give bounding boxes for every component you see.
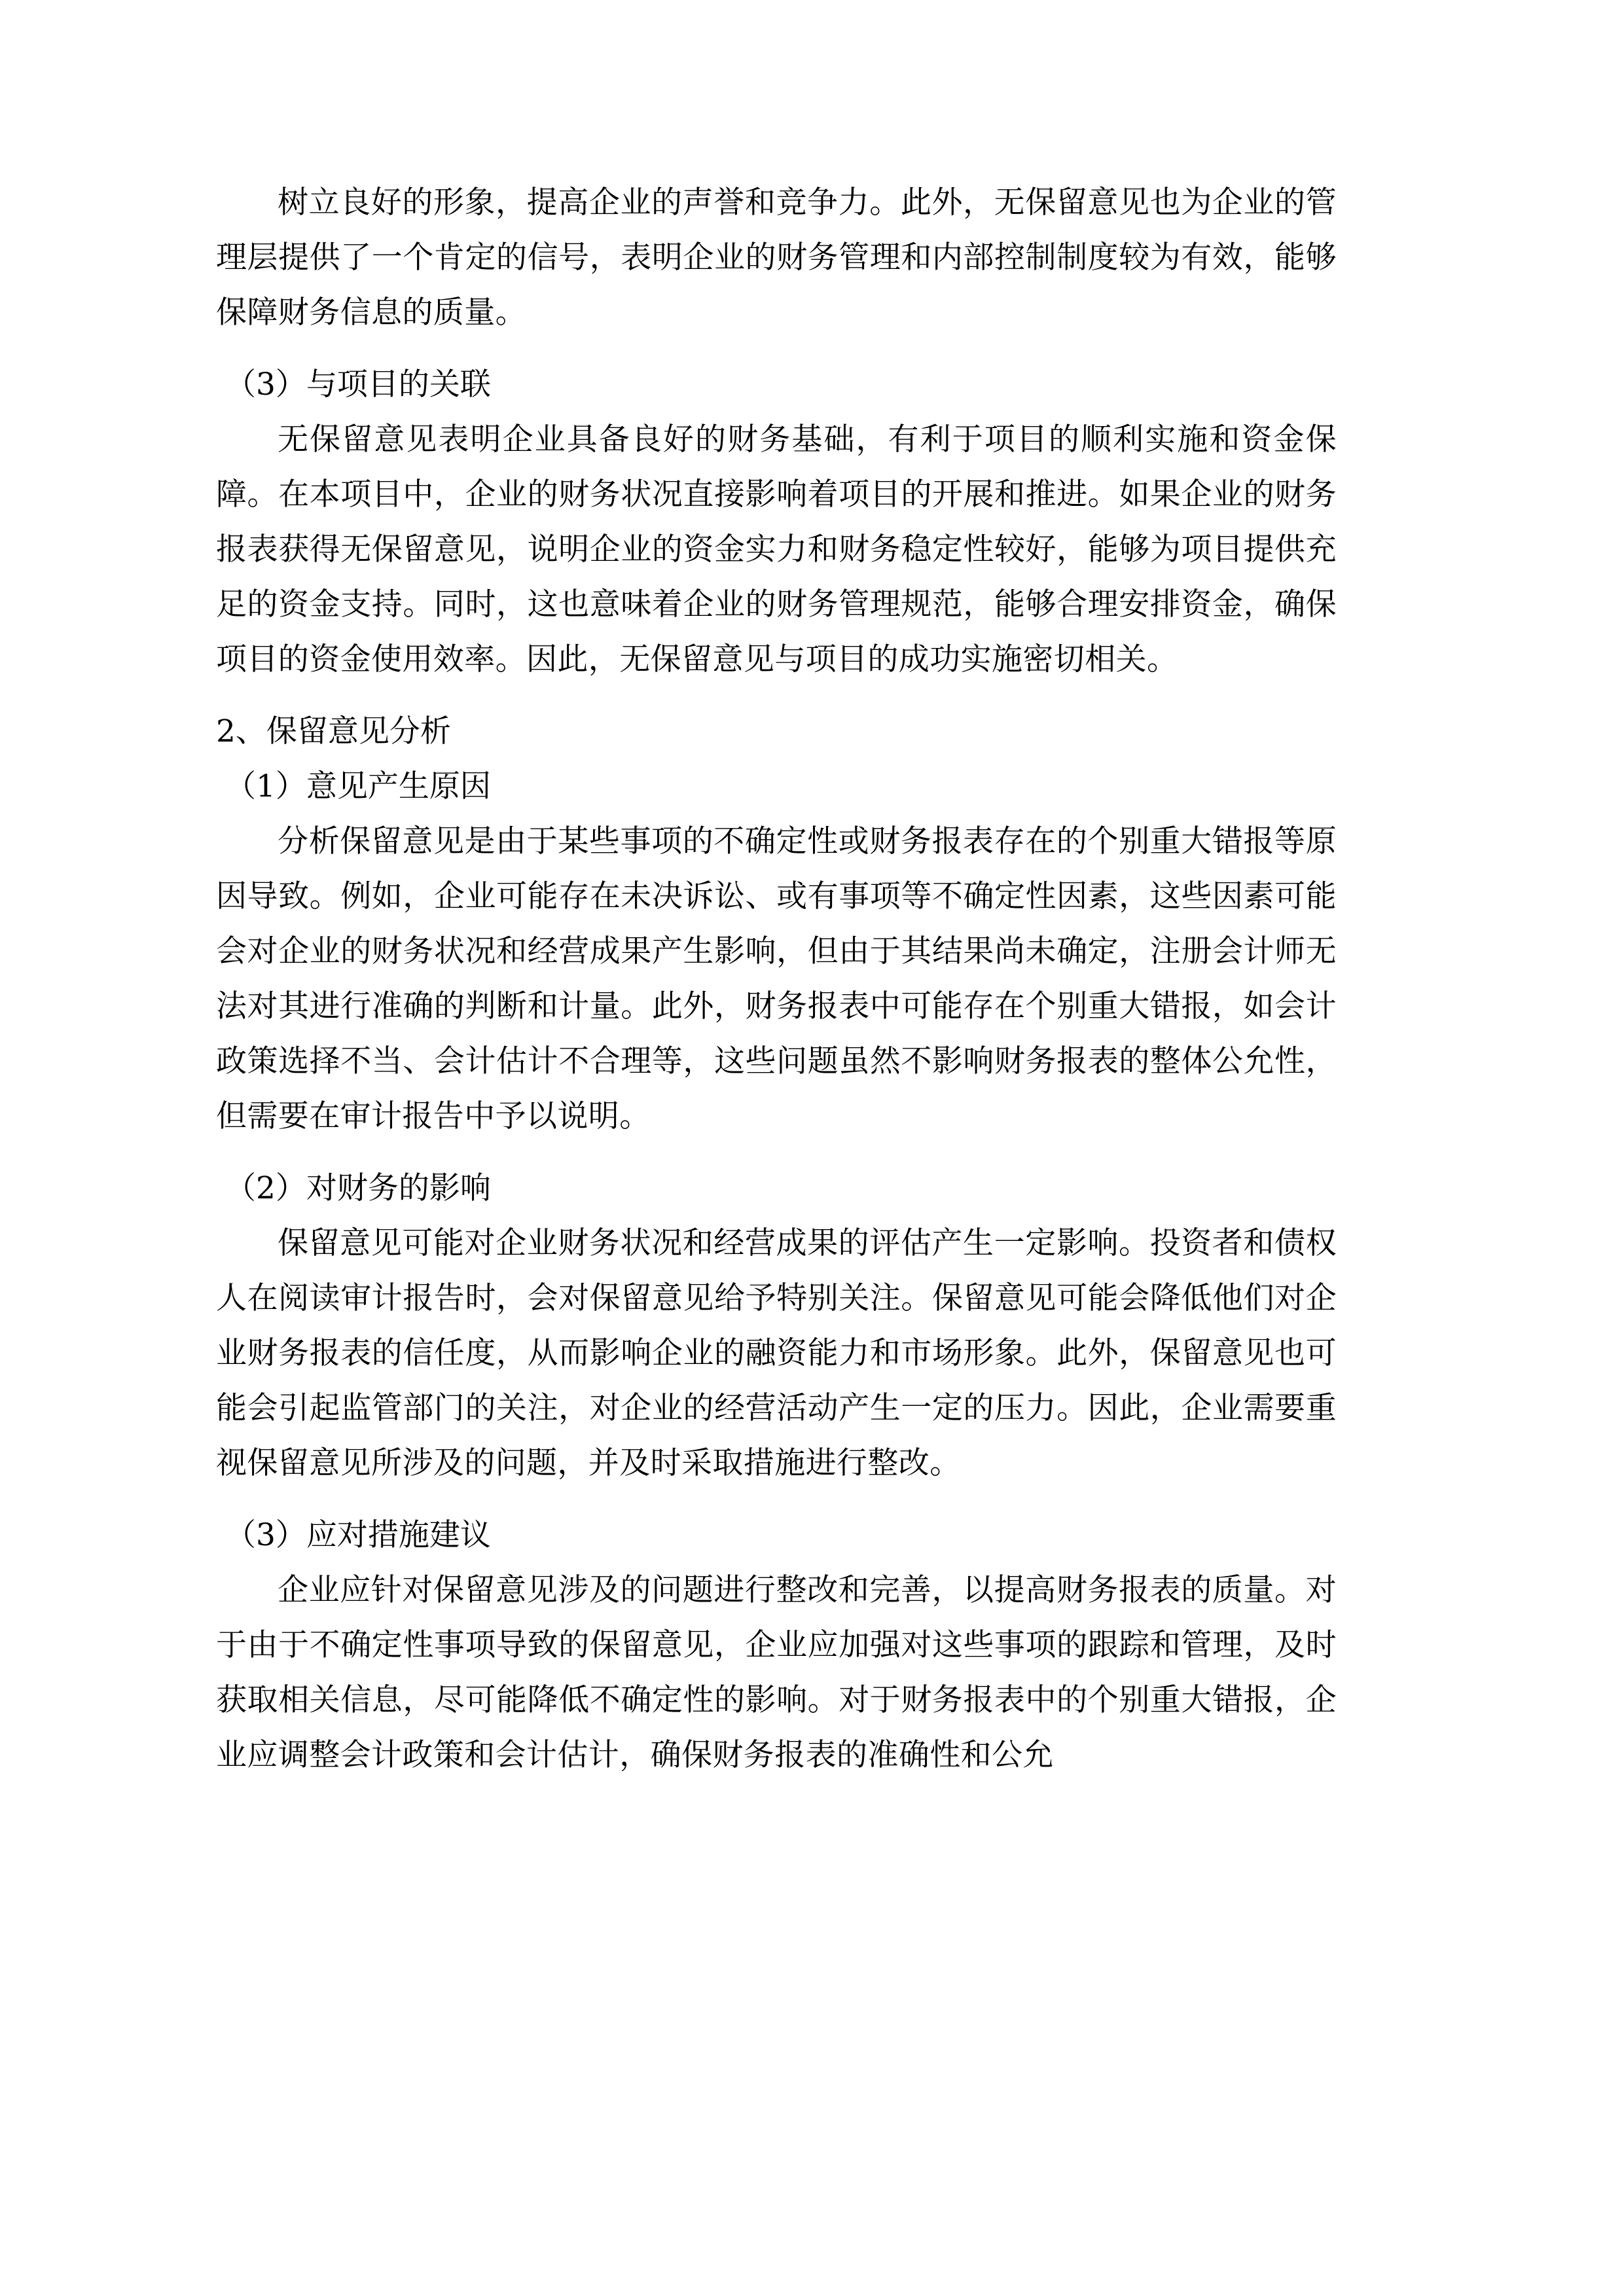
- spacer: [216, 340, 1337, 357]
- paragraph-opinion-cause: 分析保留意见是由于某些事项的不确定性或财务报表存在的个别重大错报等原因导致。例如，企业可能存在未决诉讼、或有事项等不确定性因素，这些因素可能会对企业的财务状况和经营成果产生影响，但由于其结果尚未确定，注册会计师无法对其进行准确的判断和计量。此外，财务报表中可能存在个别重大错报，如会计政策选择不当、会计估计不合理等，这些问题虽然不影响财务报表的整体公允性，但需要在审计报告中予以说明。: [216, 823, 1337, 1134]
- spacer: [216, 1491, 1337, 1508]
- heading-qualified-opinion-analysis: 2、保留意见分析: [216, 713, 451, 749]
- heading-relation-to-project: （3）与项目的关联: [225, 367, 491, 403]
- paragraph-financial-impact: 保留意见可能对企业财务状况和经营成果的评估产生一定影响。投资者和债权人在阅读审计报告时，会对保留意见给予特别关注。保留意见可能会降低他们对企业财务报表的信任度，从而影响企业的融资能力和市场形象。此外，保留意见也可能会引起监管部门的关注，对企业的经营活动产生一定的压力。因此，企业需要重视保留意见所涉及的问题，并及时采取措施进行整改。: [216, 1225, 1337, 1481]
- spacer: [216, 687, 1337, 704]
- page-content: [216, 175, 1337, 1783]
- heading-financial-impact: （2）对财务的影响: [225, 1170, 491, 1206]
- paragraph-relation-to-project: 无保留意见表明企业具备良好的财务基础，有利于项目的顺利实施和资金保障。在本项目中，企业的财务状况直接影响着项目的开展和推进。如果企业的财务报表获得无保留意见，说明企业的资金实力和财务稳定性较好，能够为项目提供充足的资金支持。同时，这也意味着企业的财务管理规范，能够合理安排资金，确保项目的资金使用效率。因此，无保留意见与项目的成功实施密切相关。: [216, 422, 1337, 677]
- heading-opinion-cause: （1）意见产生原因: [225, 768, 491, 804]
- paragraph-response-measures: 企业应针对保留意见涉及的问题进行整改和完善，以提高财务报表的质量。对于由于不确定性事项导致的保留意见，企业应加强对这些事项的跟踪和管理，及时获取相关信息，尽可能降低不确定性的影响。对于财务报表中的个别重大错报，企业应调整会计政策和会计估计，确保财务报表的准确性和公允: [216, 1572, 1337, 1773]
- heading-response-measures: （3）应对措施建议: [225, 1517, 491, 1553]
- paragraph-unqualified-benefits: 树立良好的形象，提高企业的声誉和竞争力。此外，无保留意见也为企业的管理层提供了一个肯定的信号，表明企业的财务管理和内部控制制度较为有效，能够保障财务信息的质量。: [216, 185, 1337, 331]
- spacer: [216, 1144, 1337, 1161]
